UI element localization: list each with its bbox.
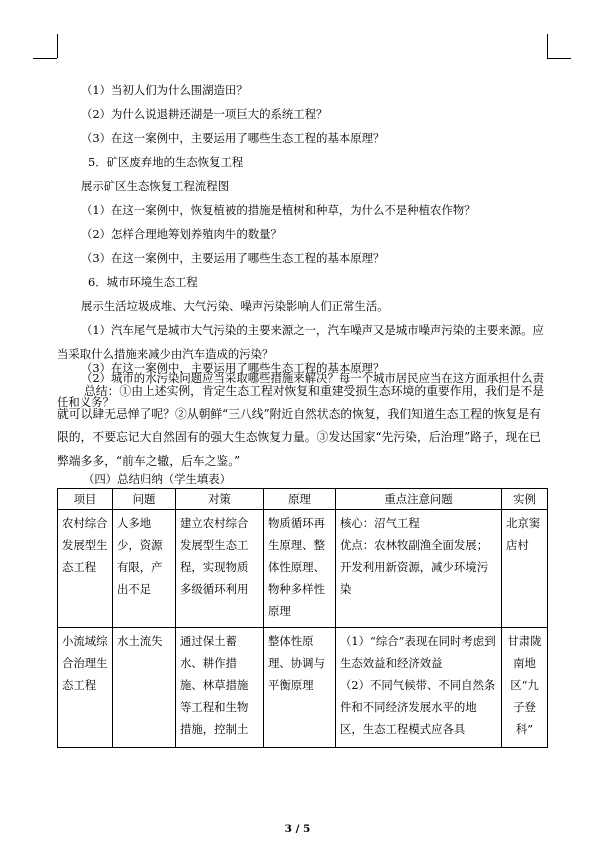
header-measure: 对策 xyxy=(176,489,264,510)
question-reclaim-2: （2）为什么说退耕还湖是一项巨大的系统工程？ xyxy=(81,107,328,121)
corner-mark-top-right-h xyxy=(547,58,571,59)
cell-measure: 通过保土蓄水、耕作措施、林草措施等工程和生物措施，控制土 xyxy=(176,628,264,748)
question-reclaim-3: （3）在这一案例中，主要运用了哪些生态工程的基本原理？ xyxy=(81,131,385,145)
key-issue-comprehensive: （1）“综合”表现在同时考虑到生态效益和经济效益 xyxy=(340,634,496,670)
section-6-title: 6．城市环境生态工程 xyxy=(88,275,198,289)
question-mine-2: （2）怎样合理地筹划养殖肉牛的数量？ xyxy=(81,227,282,241)
question-reclaim-1: （1）当初人们为什么围湖造田？ xyxy=(81,83,248,97)
question-mine-3: （3）在这一案例中，主要运用了哪些生态工程的基本原理？ xyxy=(81,251,385,265)
cell-principle: 物质循环再生原理、整体性原理、物种多样性原理 xyxy=(264,510,336,628)
corner-mark-top-right-v xyxy=(547,34,548,58)
header-key-issues: 重点注意问题 xyxy=(336,489,502,510)
summary-paragraph: 总结：①由上述实例，肯定生态工程对恢复和重建受损生态环境的重要作用，我们是不是就可以肆无忌惮了呢？②从朝鲜“三八线”附近自然状态的恢复，我们知道生态工程的恢复是有限的，不要忘记大自然固有的强大生态恢复力量。③发达国家“先污染，后治理”路子，现在已弊端多多，“前车之辙，后车之鉴。” xyxy=(57,384,545,468)
cell-principle: 整体性原理、协调与平衡原理 xyxy=(264,628,336,748)
page-number: 3 / 5 xyxy=(284,823,311,835)
key-issue-regional: （2）不同气候带、不同自然条件和不同经济发展水平的地区，生态工程模式应各具 xyxy=(340,678,496,736)
lower-content xyxy=(57,58,547,818)
header-example: 实例 xyxy=(502,489,548,510)
cell-project: 农村综合发展型生态工程 xyxy=(58,510,113,628)
corner-mark-top-left-h xyxy=(33,58,57,59)
table-caption: （四）总结归纳（学生填表） xyxy=(83,472,232,486)
key-issue-core: 核心：沼气工程 xyxy=(340,516,420,530)
question-city-1: （1）汽车尾气是城市大气污染的主要来源之一，汽车噪声又是城市噪声污染的主要来源。应当采取什么措施来减少由汽车造成的污染？ xyxy=(57,323,544,361)
cell-measure: 建立农村综合发展型生态工程，实现物质多级循环利用 xyxy=(176,510,264,628)
header-problem: 问题 xyxy=(113,489,176,510)
header-principle: 原理 xyxy=(264,489,336,510)
question-city-2: （2）城市的水污染问题应当采取哪些措施来解决？每一个城市居民应当在这方面承担什么责任和义务？ xyxy=(57,371,544,409)
header-project: 项目 xyxy=(58,489,113,510)
key-issue-advantage: 优点：农林牧副渔全面发展；开发利用新资源，减少环境污染 xyxy=(340,538,489,596)
question-mine-1: （1）在这一案例中，恢复植被的措施是植树和种草，为什么不是种植农作物？ xyxy=(81,203,476,217)
section-5-title: 5．矿区废弃地的生态恢复工程 xyxy=(88,155,244,169)
cell-example: 甘肃陇南地区“九子登科” xyxy=(502,628,548,748)
question-city-3: （3）在这一案例中，主要运用了哪些生态工程的基本原理？ xyxy=(81,361,385,375)
corner-mark-top-left-v xyxy=(57,34,58,58)
cell-example: 北京窦店村 xyxy=(502,510,548,628)
section-6-intro: 展示生活垃圾成堆、大气污染、噪声污染影响人们正常生活。 xyxy=(81,299,389,313)
cell-problem: 水土流失 xyxy=(113,628,176,748)
section-5-intro: 展示矿区生态恢复工程流程图 xyxy=(81,179,230,193)
cell-problem: 人多地少，资源有限，产出不足 xyxy=(113,510,176,628)
cell-project: 小流域综合治理生态工程 xyxy=(58,628,113,748)
